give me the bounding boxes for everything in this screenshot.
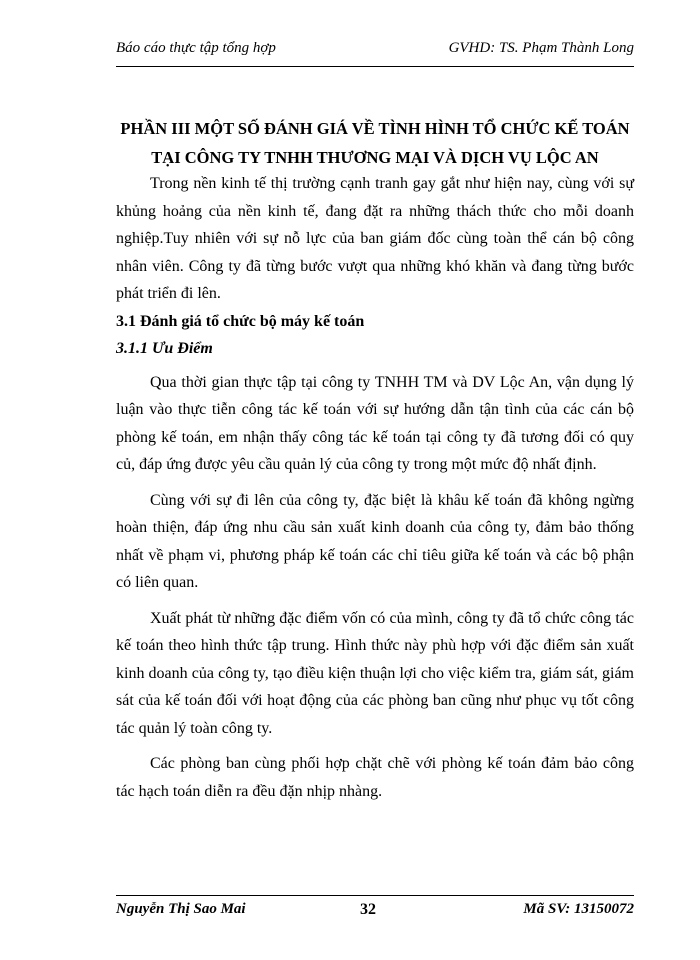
page-number: 32 — [360, 901, 376, 918]
chapter-title-line-1: PHẦN III MỘT SỐ ĐÁNH GIÁ VỀ TÌNH HÌNH TỔ CHỨC KẾ TOÁN — [120, 119, 630, 138]
footer-author: Nguyễn Thị Sao Mai — [116, 901, 246, 917]
footer-student-id: Mã SV: 13150072 — [523, 901, 634, 917]
header-report-title: Báo cáo thực tập tổng hợp — [116, 40, 276, 56]
body-text — [116, 170, 634, 805]
section-heading: 3.1 Đánh giá tổ chức bộ máy kế toán — [116, 312, 365, 330]
footer-divider — [116, 895, 634, 896]
paragraph: Các phòng ban cùng phối hợp chặt chẽ với phòng kế toán đảm bảo công tác hạch toán diễn ra đều đặn nhịp nhàng. — [116, 755, 634, 800]
subsection-heading: 3.1.1 Ưu Điểm — [116, 340, 213, 357]
paragraph: Qua thời gian thực tập tại công ty TNHH TM và DV Lộc An, vận dụng lý luận vào thực tiễn công tác kế toán với sự hướng dẫn tận tình của các cán bộ phòng kế toán, em nhận thấy công tác kế toán tại công ty đã tương đối có quy củ, đáp ứng được yêu cầu quản lý của công ty trong một mức độ nhất định. — [116, 373, 634, 473]
paragraph: Xuất phát từ những đặc điểm vốn có của mình, công ty đã tổ chức công tác kế toán theo hình thức tập trung. Hình thức này phù hợp với đặc điểm sản xuất kinh doanh của công ty, tạo điều kiện thuận lợi cho việc kiểm tra, giám sát, giám sát của kế toán đối với hoạt động của các phòng ban cũng như phục vụ tốt công tác quản lý toàn công ty. — [116, 609, 634, 737]
header-divider — [116, 66, 634, 67]
header-supervisor: GVHD: TS. Phạm Thành Long — [448, 40, 634, 56]
chapter-title-line-2: TẠI CÔNG TY TNHH THƯƠNG MẠI VÀ DỊCH VỤ LỘC AN — [151, 148, 599, 167]
intro-paragraph: Trong nền kinh tế thị trường cạnh tranh gay gắt như hiện nay, cùng với sự khủng hoảng của nền kinh tế, đang đặt ra những thách thức cho mỗi doanh nghiệp.Tuy nhiên với sự nỗ lực của ban giám đốc cùng toàn thể cán bộ công nhân viên. Công ty đã từng bước vượt qua những khó khăn và đang từng bước phát triển đi lên. — [116, 175, 634, 302]
chapter-title — [116, 114, 634, 172]
paragraph: Cùng với sự đi lên của công ty, đặc biệt là khâu kế toán đã không ngừng hoàn thiện, đáp ứng nhu cầu sản xuất kinh doanh của công ty, đảm bảo thống nhất về phạm vi, phương pháp kế toán các chỉ tiêu giữa kế toán và các bộ phận có liên quan. — [116, 491, 634, 591]
